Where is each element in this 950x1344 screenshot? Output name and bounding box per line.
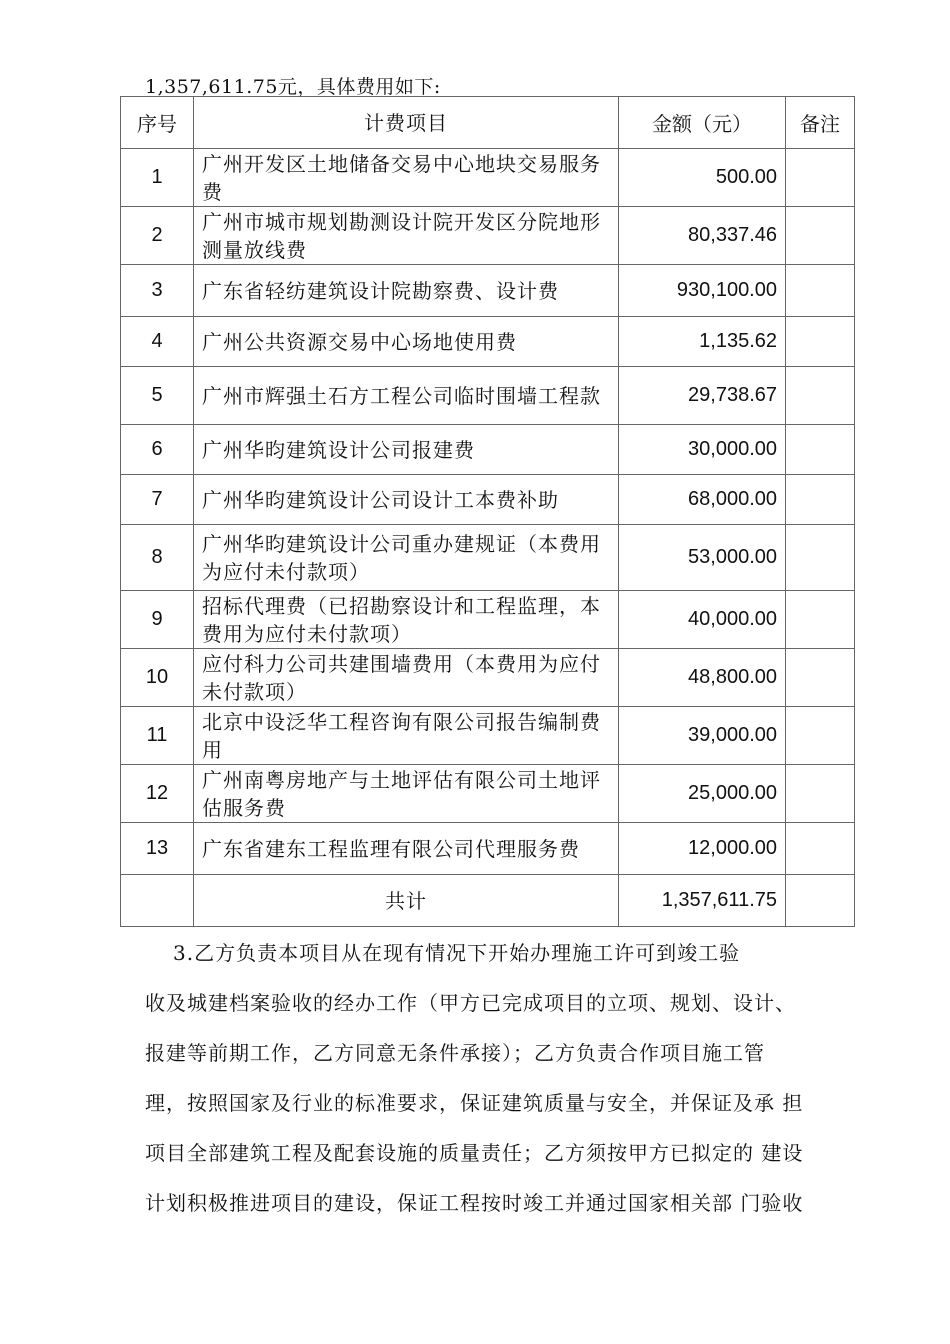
row-note [786,475,855,525]
table-row [121,823,855,875]
paragraph-line: 项目全部建筑工程及配套设施的质量责任；乙方须按甲方已拟定的 建设 [145,1141,804,1165]
row-no: 10 [121,649,194,707]
table-row [121,649,855,707]
row-amount: 25,000.00 [619,765,786,823]
total-label: 共计 [194,875,619,927]
row-item: 广东省轻纺建筑设计院勘察费、设计费 [194,265,619,317]
table-row [121,591,855,649]
header-item: 计费项目 [194,97,619,149]
row-item: 广州市辉强土石方工程公司临时围墙工程款 [194,367,619,425]
fee-table-body [121,149,855,875]
table-row [121,475,855,525]
table-row [121,317,855,367]
row-note [786,649,855,707]
row-note [786,149,855,207]
row-amount: 48,800.00 [619,649,786,707]
row-item: 广州开发区土地储备交易中心地块交易服务费 [194,149,619,207]
table-row [121,367,855,425]
row-amount: 930,100.00 [619,265,786,317]
row-no: 6 [121,425,194,475]
row-note [786,707,855,765]
paragraph-line: 3.乙方负责本项目从在现有情况下开始办理施工许可到竣工验 [173,941,741,965]
header-amount: 金额（元） [619,97,786,149]
row-no: 13 [121,823,194,875]
row-no: 8 [121,525,194,591]
row-item: 北京中设泛华工程咨询有限公司报告编制费用 [194,707,619,765]
row-no: 2 [121,207,194,265]
row-amount: 40,000.00 [619,591,786,649]
row-no: 4 [121,317,194,367]
row-note [786,425,855,475]
row-item: 广州华昀建筑设计公司设计工本费补助 [194,475,619,525]
row-no: 1 [121,149,194,207]
row-item: 广州南粤房地产与土地评估有限公司土地评估服务费 [194,765,619,823]
table-row [121,765,855,823]
total-amount: 1,357,611.75 [619,875,786,927]
row-no: 5 [121,367,194,425]
row-no: 3 [121,265,194,317]
row-no: 12 [121,765,194,823]
row-note [786,591,855,649]
total-row [121,875,855,927]
table-row [121,207,855,265]
row-note [786,823,855,875]
header-no: 序号 [121,97,194,149]
table-row [121,707,855,765]
row-item: 广州华昀建筑设计公司报建费 [194,425,619,475]
table-row [121,425,855,475]
row-note [786,367,855,425]
row-note [786,265,855,317]
row-item: 招标代理费（已招勘察设计和工程监理，本费用为应付未付款项） [194,591,619,649]
row-amount: 68,000.00 [619,475,786,525]
paragraph-line: 报建等前期工作，乙方同意无条件承接）；乙方负责合作项目施工管 [145,1041,765,1065]
row-note [786,317,855,367]
row-note [786,207,855,265]
row-amount: 53,000.00 [619,525,786,591]
table-header-row [121,97,855,149]
table-row [121,525,855,591]
intro-text: 1,357,611.75元，具体费用如下: [145,76,441,98]
row-no: 11 [121,707,194,765]
row-item: 广州市城市规划勘测设计院开发区分院地形测量放线费 [194,207,619,265]
row-amount: 80,337.46 [619,207,786,265]
total-note-cell [786,875,855,927]
row-no: 7 [121,475,194,525]
row-item: 广东省建东工程监理有限公司代理服务费 [194,823,619,875]
row-amount: 29,738.67 [619,367,786,425]
row-item: 广州华昀建筑设计公司重办建规证（本费用为应付未付款项） [194,525,619,591]
paragraph-line: 计划积极推进项目的建设，保证工程按时竣工并通过国家相关部 门验收 [145,1191,804,1215]
fee-table [120,96,855,927]
row-amount: 1,135.62 [619,317,786,367]
row-amount: 12,000.00 [619,823,786,875]
table-row [121,265,855,317]
row-amount: 30,000.00 [619,425,786,475]
table-row [121,149,855,207]
paragraph-line: 收及城建档案验收的经办工作（甲方已完成项目的立项、规划、设计、 [145,991,796,1015]
total-no-cell [121,875,194,927]
row-amount: 500.00 [619,149,786,207]
header-note: 备注 [786,97,855,149]
row-note [786,525,855,591]
row-item: 应付科力公司共建围墙费用（本费用为应付未付款项） [194,649,619,707]
paragraph-line: 理，按照国家及行业的标准要求，保证建筑质量与安全，并保证及承 担 [145,1091,804,1115]
row-amount: 39,000.00 [619,707,786,765]
clause-3-paragraph [145,928,855,1228]
row-item: 广州公共资源交易中心场地使用费 [194,317,619,367]
row-no: 9 [121,591,194,649]
row-note [786,765,855,823]
